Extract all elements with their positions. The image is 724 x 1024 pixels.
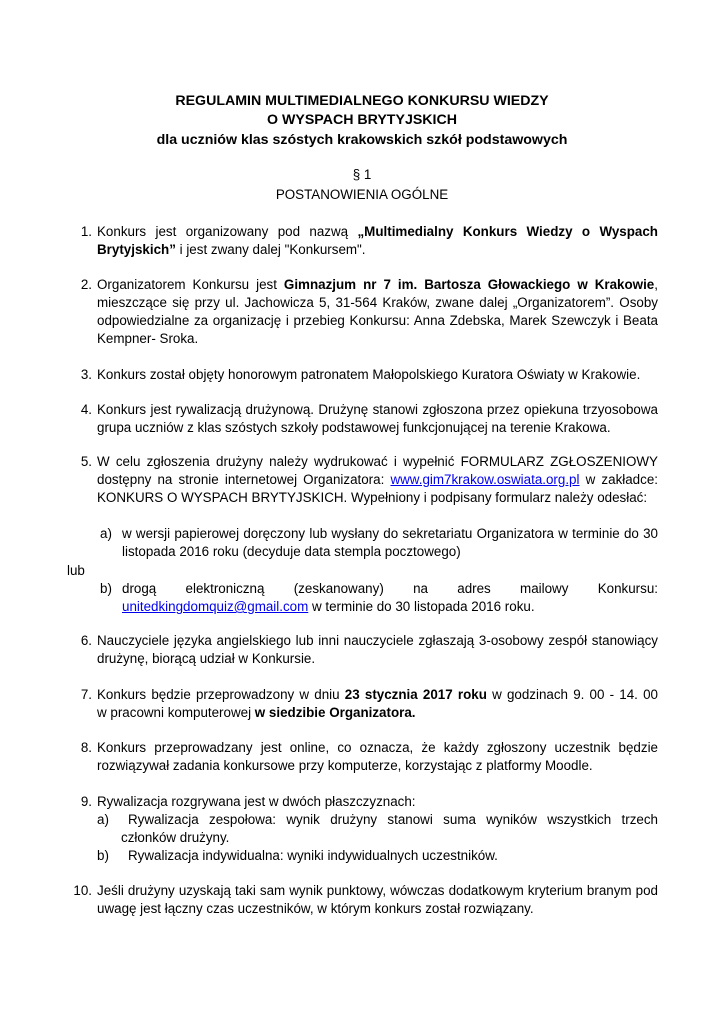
sublist-text [128, 811, 658, 829]
organizer-website-link[interactable]: www.gim7krakow.oswiata.org.pl [390, 472, 580, 487]
sublist-label: b) [97, 848, 109, 863]
text-span: , [654, 277, 658, 292]
sublist-text-continued [121, 829, 658, 847]
list-item-text [97, 223, 658, 259]
text-line: Rywalizacja zespołowa: wynik drużyny stanowi suma wyników wszystkich trzech [128, 812, 658, 827]
list-item-text [97, 453, 658, 507]
contest-email-link[interactable]: unitedkingdomquiz@gmail.com [122, 599, 309, 614]
text-line [97, 241, 658, 259]
text-line: listopada 2016 roku (decyduje data stempla pocztowego) [122, 544, 461, 559]
text-line: drogą elektroniczną (zeskanowany) na adres mailowy Konkursu: [122, 581, 658, 596]
text-span: w terminie do 30 listopada 2016 roku. [308, 599, 535, 614]
text-line: uwagę jest łączny czas uczestników, w którym konkurs został rozwiązany. [97, 901, 534, 916]
bold-text: 23 stycznia 2017 roku [344, 687, 487, 702]
text-line: drużynę, biorącą udział w Konkursie. [97, 651, 316, 666]
text-line: Kempner- Sroka. [97, 331, 199, 346]
list-item-number: 10. [73, 883, 92, 898]
text-line: Konkurs jest rywalizacją drużynową. Drużynę stanowi zgłoszona przez opiekuna trzyosobowa [97, 402, 658, 417]
bold-text: Gimnazjum nr 7 im. Bartosza Głowackiego w Krakowie [283, 277, 655, 292]
list-item-number: 8. [80, 740, 92, 755]
list-item-text [97, 739, 658, 775]
text-line: Rywalizacja indywidualna: wyniki indywidualnych uczestników. [128, 848, 498, 863]
text-line [97, 223, 658, 241]
text-span: Organizatorem Konkursu jest [97, 277, 284, 292]
text-span: w godzinach 9. 00 - 14. 00 [486, 687, 658, 702]
text-line [122, 598, 658, 616]
text-line [97, 704, 658, 722]
list-item-text [97, 632, 658, 668]
sublist-text [122, 525, 658, 561]
text-line: grupa uczniów z klas szóstych szkoły podstawowej funkcjonującej na terenie Krakowa. [97, 420, 611, 435]
list-item-number: 1. [80, 224, 92, 239]
sublist-text [128, 847, 658, 865]
text-line [97, 276, 658, 294]
document-title-line2: O WYSPACH BRYTYJSKICH [267, 112, 457, 128]
list-item-number: 6. [80, 633, 92, 648]
section-sign: § 1 [352, 167, 372, 182]
document-subtitle: dla uczniów klas szóstych krakowskich szkół podstawowych [156, 132, 568, 148]
text-line: rozwiązywał zadania konkursowe przy komputerze, korzystając z platformy Moodle. [97, 758, 593, 773]
text-line: Konkurs przeprowadzany jest online, co oznacza, że każdy zgłoszony uczestnik będzie [97, 740, 658, 755]
list-item-text [97, 276, 658, 348]
list-item-text [97, 366, 658, 384]
text-line: Konkurs został objęty honorowym patronatem Małopolskiego Kuratora Oświaty w Krakowie. [97, 367, 641, 382]
text-line: Jeśli drużyny uzyskają taki sam wynik punktowy, wówczas dodatkowym kryterium branym pod [97, 883, 658, 898]
list-item-number: 3. [80, 367, 92, 382]
text-line: W celu zgłoszenia drużyny należy wydrukować i wypełnić FORMULARZ ZGŁOSZENIOWY [97, 454, 658, 469]
text-span: Konkurs będzie przeprowadzony w dniu [97, 687, 345, 702]
section-title: POSTANOWIENIA OGÓLNE [275, 187, 449, 202]
text-line: Rywalizacja rozgrywana jest w dwóch płaszczyznach: [97, 794, 416, 809]
list-item-number: 4. [80, 402, 92, 417]
bold-text: „Multimedialny Konkurs Wiedzy o Wyspach [357, 224, 658, 239]
text-span: Konkurs jest organizowany pod nazwą [97, 224, 358, 239]
list-item-text [97, 882, 658, 918]
list-item-text [97, 793, 658, 811]
text-line: w wersji papierowej doręczony lub wysłany do sekretariatu Organizatora w terminie do 30 [122, 526, 658, 541]
text-line [97, 686, 658, 704]
sublist-text [122, 580, 658, 616]
text-line: KONKURS O WYSPACH BRYTYJSKICH. Wypełniony i podpisany formularz należy odesłać: [97, 490, 648, 505]
sublist-label: a) [100, 526, 112, 541]
list-item-number: 9. [80, 794, 92, 809]
document-title-line1: REGULAMIN MULTIMEDIALNEGO KONKURSU WIEDZY [175, 93, 549, 109]
sublist-label: b) [100, 581, 112, 596]
lub-text: lub [67, 563, 85, 578]
text-span: w zakładce: [579, 472, 658, 487]
text-line [97, 471, 658, 489]
text-span: w pracowni komputerowej [97, 705, 255, 720]
text-line: Nauczyciele języka angielskiego lub inni nauczyciele zgłaszają 3-osobowy zespół stanowiący [97, 633, 658, 648]
sublist-label: a) [97, 812, 109, 827]
text-span: dostępny na stronie internetowej Organizatora: [97, 472, 391, 487]
text-line: mieszczące się przy ul. Jachowicza 5, 31-564 Kraków, zwane dalej „Organizatorem”. Osoby [97, 295, 658, 310]
list-item-number: 7. [80, 687, 92, 702]
bold-text: w siedzibie Organizatora. [254, 705, 416, 720]
text-line: odpowiedzialne za organizację i przebieg Konkursu: Anna Zdebska, Marek Szewczyk i Beata [97, 313, 658, 328]
list-item-text [97, 686, 658, 722]
text-span: i jest zwany dalej "Konkursem". [175, 242, 366, 257]
list-item-text [97, 401, 658, 437]
list-item-number: 2. [80, 277, 92, 292]
text-line: członków drużyny. [121, 830, 230, 845]
bold-text: Brytyjskich” [97, 242, 176, 257]
list-item-number: 5. [80, 454, 92, 469]
